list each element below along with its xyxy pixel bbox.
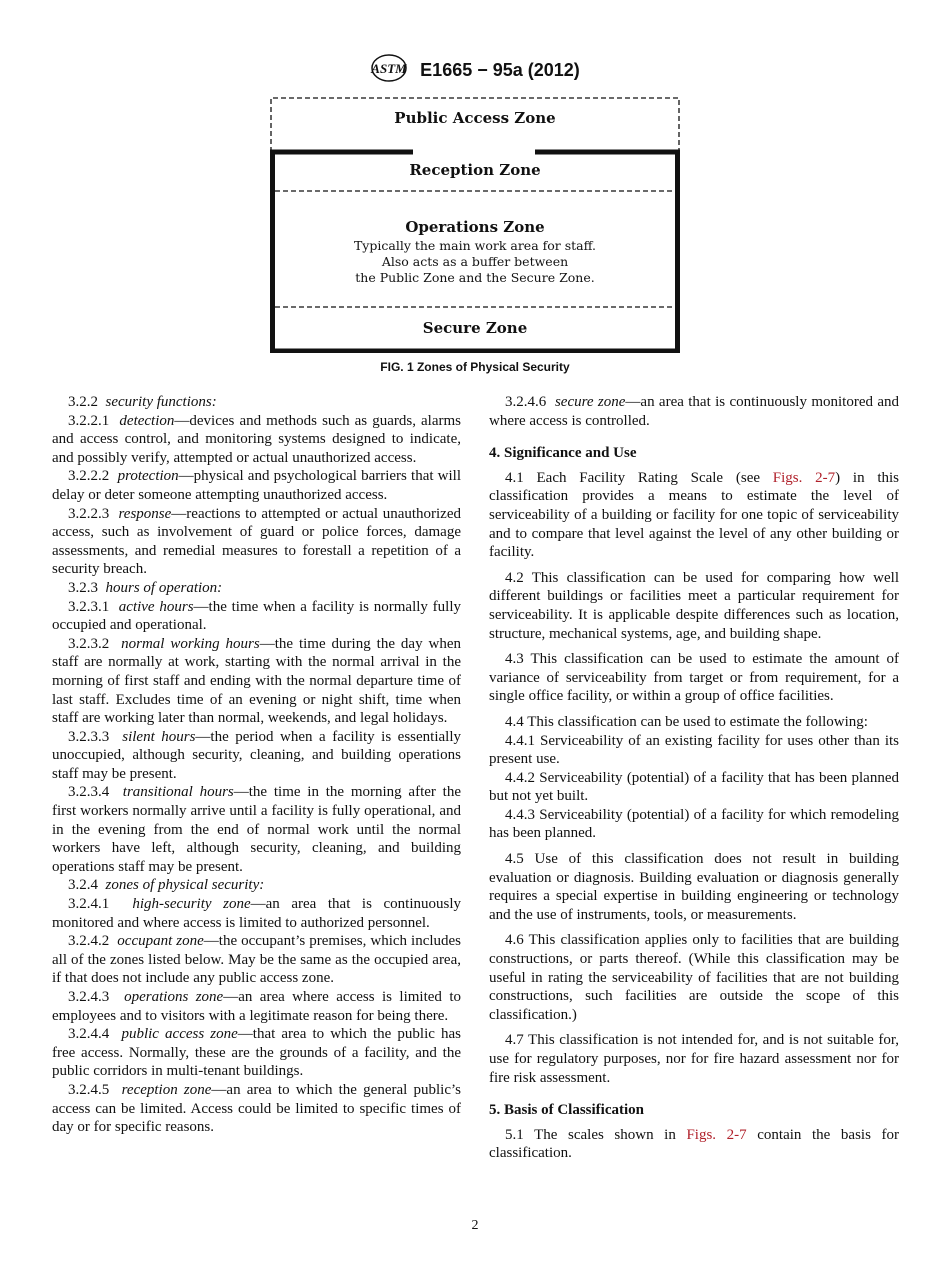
definition-paragraph: 3.2.2.2 protection—physical and psychological barriers that will delay or deter someone attempting unauthorized access. xyxy=(52,468,462,503)
figs-link[interactable]: Figs. 2-7 xyxy=(686,1126,747,1143)
page-number: 2 xyxy=(471,1218,479,1233)
page-header xyxy=(0,53,950,88)
body-paragraph: 5.1 The scales shown in Figs. 2-7 contain the basis for classification. xyxy=(489,1126,900,1162)
definition-paragraph: 3.2.3.3 silent hours—the period when a facility is essentially unoccupied, although security, cleaning, and building operations staff may be present. xyxy=(52,728,461,782)
body-paragraph: 4.4.1 Serviceability of an existing facility for uses other than its present use. xyxy=(489,732,899,768)
definition-paragraph: 3.2.3.4 transitional hours—the time in the morning after the first workers normally arrive until a facility is fully operational, and in the evening from the end of normal work until the normal workers have left, although security, cleaning, and building operations staff may be present. xyxy=(52,784,462,875)
astm-logo-icon xyxy=(370,53,408,88)
definition-paragraph: 3.2.4.6 secure zone—an area that is continuously monitored and where access is controlled. xyxy=(489,394,900,429)
figure-caption: FIG. 1 Zones of Physical Security xyxy=(380,360,570,374)
standard-designation: E1665 − 95a (2012) xyxy=(420,60,580,80)
operations-zone-desc-1: Typically the main work area for staff. xyxy=(353,238,597,253)
definition-paragraph: 3.2.3.1 active hours—the time when a facility is normally fully occupied and operational. xyxy=(52,598,461,634)
definition-paragraph: 3.2.2 security functions: xyxy=(68,394,217,410)
public-access-zone-label: Public Access Zone xyxy=(394,109,556,127)
section-heading-4: 4. Significance and Use xyxy=(489,445,637,462)
definition-paragraph: 3.2.2.3 response—reactions to attempted or actual unauthorized access, such as involvement of guard or police forces, damage assessments, and remedial measures to forestall a repetition of a security breach. xyxy=(52,505,462,578)
definition-paragraph: 3.2.3.2 normal working hours—the time during the day when staff are normally at work, starting with the normal arrival in the morning of first staff and ending with the normal departure time of last staff. Excludes time of an evening or night shift, time when staff are working later than normal, weekends, and legal holidays. xyxy=(52,635,461,727)
definition-paragraph: 3.2.3 hours of operation: xyxy=(68,579,223,596)
body-paragraph: 4.4.2 Serviceability (potential) of a facility that has been planned but not yet built. xyxy=(489,769,899,805)
definition-paragraph: 3.2.2.1 detection—devices and methods such as guards, alarms and access control, and monitoring systems designed to indicate, and possibly verify, attempted or actual unauthorized access. xyxy=(52,412,462,466)
figure-zones-diagram xyxy=(270,97,680,353)
definition-paragraph: 3.2.4.5 reception zone—an area to which the general public’s access can be limited. Access could be limited to specific times of day or for specific reasons. xyxy=(52,1081,461,1136)
body-paragraph: 4.7 This classification is not intended for, and is not suitable for, use for regulatory purposes, nor for fire hazard assessment nor for fire risk assessment. xyxy=(489,1032,899,1086)
svg-text:ASTM: ASTM xyxy=(371,61,407,76)
body-paragraph: 4.3 This classification can be used to estimate the amount of variance of serviceability from target or from requirement, for a single office facility, or within a group of office facilities. xyxy=(489,651,899,705)
section-heading-5: 5. Basis of Classification xyxy=(489,1102,645,1119)
body-paragraph: 4.5 Use of this classification does not result in building evaluation or diagnosis. Building evaluation or diagnosis generally requires a special expertise in building engineering or technology and the use of instruments, tools, or measurements. xyxy=(489,851,899,923)
left-column xyxy=(52,393,461,1137)
operations-zone-desc-2: Also acts as a buffer between xyxy=(381,254,569,269)
definition-paragraph: 3.2.4.2 occupant zone—the occupant’s premises, which includes all of the zones listed below. May be the same as the occupied area, if that does not include any public access zone. xyxy=(52,933,462,987)
body-paragraph: 4.4.3 Serviceability (potential) of a facility for which remodeling has been planned. xyxy=(489,806,899,842)
right-column xyxy=(489,393,899,1163)
definition-paragraph: 3.2.4.3 operations zone—an area where access is limited to employees and to visitors with a legitimate reason for being there. xyxy=(52,989,461,1024)
body-paragraph: 4.2 This classification can be used for comparing how well different buildings or facilities meet a particular requirement for serviceability. It is applicable despite differences such as location, structure, mechanical systems, age, and building shape. xyxy=(489,569,899,642)
reception-zone-label: Reception Zone xyxy=(409,161,541,179)
definition-paragraph: 3.2.4 zones of physical security: xyxy=(68,877,265,894)
body-paragraph: 4.1 Each Facility Rating Scale (see Figs. 2-7) in this classification provides a means to estimate the level of serviceability of a building or facility for one topic of serviceability and to compare that level against the level of any other building or facility. xyxy=(489,469,900,561)
figs-link[interactable]: Figs. 2-7 xyxy=(772,469,836,486)
definition-paragraph: 3.2.4.4 public access zone—that area to which the public has free access. Normally, these are the grounds of a facility, and the public corridors in multi-tenant buildings. xyxy=(52,1026,461,1080)
body-paragraph: 4.4 This classification can be used to estimate the following: xyxy=(505,713,868,730)
secure-zone-label: Secure Zone xyxy=(422,319,528,337)
body-paragraph: 4.6 This classification applies only to facilities that are building constructions, or parts thereof. (While this classification may be useful in rating the serviceability of facilities that are not building constructions, such facilities are outside the scope of this classification.) xyxy=(489,932,899,1023)
operations-zone-label: Operations Zone xyxy=(405,218,545,236)
definition-paragraph: 3.2.4.1 high-security zone—an area that is continuously monitored and where access is limited to authorized personnel. xyxy=(52,896,462,931)
operations-zone-desc-3: the Public Zone and the Secure Zone. xyxy=(355,270,595,285)
